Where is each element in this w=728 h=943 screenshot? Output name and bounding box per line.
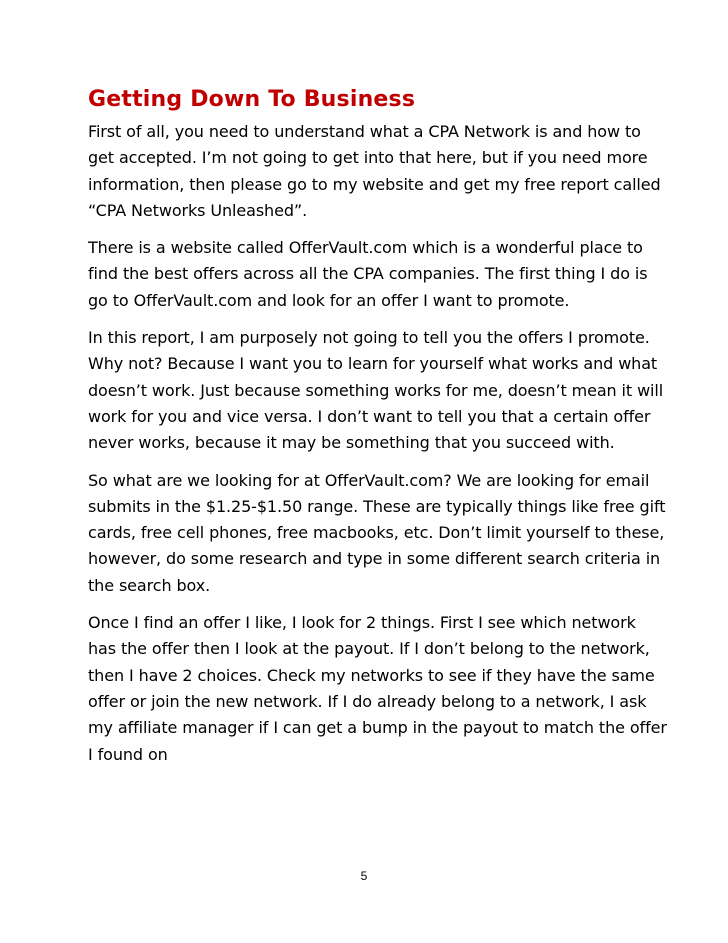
- paragraph-offervault: There is a website called OfferVault.com which is a wonderful place to find the best offers across all the CPA companies. The first thing I do is go to OfferVault.com and look for an offer I want to promote.: [88, 238, 648, 310]
- paragraph-find-offer: Once I find an offer I like, I look for 2 things. First I see which network has the offer then I look at the payout. If I don’t belong to the network, then I have 2 choices. Check my networks to see if they have the same offer or join the new network. If I do already belong to a network, I ask my affiliate manager if I can get a bump in the payout to match the offer I found on: [88, 613, 667, 764]
- page-content: [88, 84, 668, 779]
- page-number: 5: [360, 869, 368, 883]
- paragraph-email-submits: So what are we looking for at OfferVault.com? We are looking for email submits in the $1.25-$1.50 range. These are typically things like free gift cards, free cell phones, free macbooks, etc. Don’t limit yourself to these, however, do some research and type in some different search criteria in the search box.: [88, 470, 666, 595]
- paragraph-cpa-intro: First of all, you need to understand what a CPA Network is and how to get accepted. I’m not going to get into that here, but if you need more information, then please go to my website and get my free report called “CPA Networks Unleashed”.: [88, 122, 661, 220]
- paragraph-report-offers: In this report, I am purposely not going to tell you the offers I promote. Why not? Because I want you to learn for yourself what works and what doesn’t work. Just because something works for me, doesn’t mean it will work for you and vice versa. I don’t want to tell you that a certain offer never works, because it may be something that you succeed with.: [88, 328, 664, 453]
- section-heading: Getting Down To Business: [88, 87, 416, 112]
